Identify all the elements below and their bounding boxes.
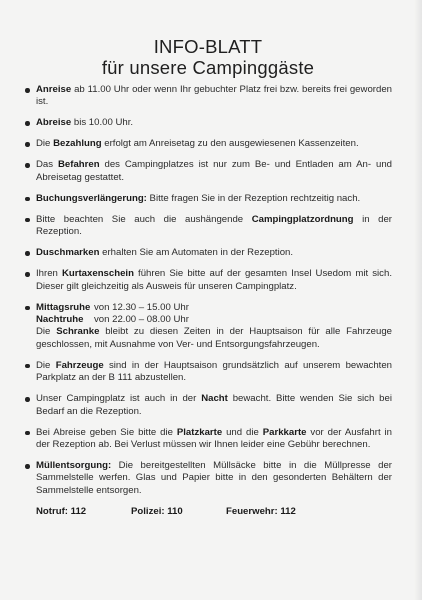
- payment-label: Bezahlung: [53, 138, 102, 150]
- list-item-night-watch: [24, 393, 392, 418]
- list-item-waste: [24, 460, 392, 497]
- emergency-numbers: [24, 506, 392, 517]
- list-item-spa-tax: [24, 268, 392, 293]
- rules-label: Campingplatzordnung: [251, 213, 354, 225]
- night-watch-text: bewacht. Bitte wenden Sie sich bei Bedarf an die Rezeption.: [36, 393, 392, 417]
- barrier-pre: Die: [36, 326, 57, 338]
- spa-text: führen Sie bitte auf der gesamten Insel Usedom mit sich. Dieser gilt gleichzeitig als Ausweis für unseren Campingplatz.: [36, 268, 392, 292]
- waste-text: Die bereitgestellten Müllsäcke bitte in die Müllpresse der Sammelstelle werfen. Glas und Papier bitte in den gesonderten Behältern der Sammelstelle entsorgen.: [36, 460, 392, 496]
- rules-text: in der Rezeption.: [36, 213, 392, 238]
- shower-label: Duschmarken: [36, 247, 100, 259]
- spa-pre: Ihren: [36, 268, 62, 280]
- page-edge-shadow: [414, 0, 422, 600]
- driving-label: Befahren: [57, 159, 100, 171]
- midday-rest-label: Mittagsruhe: [36, 301, 91, 313]
- night-rest-row: [36, 314, 392, 326]
- vehicles-label: Fahrzeuge: [55, 359, 104, 371]
- list-item-driving: [24, 159, 392, 184]
- spa-label: Kurtaxenschein: [61, 268, 134, 280]
- list-item-arrival: [24, 84, 392, 109]
- rules-pre: Bitte beachten Sie auch die aushängende: [36, 213, 252, 225]
- info-list: [24, 84, 392, 497]
- list-item-extension: [24, 193, 392, 205]
- waste-label: Müllentsorgung:: [36, 460, 112, 472]
- departure-text: bis 10.00 Uhr.: [71, 117, 134, 129]
- driving-text: des Campingplatzes ist nur zum Be- und Entladen am An- und Abreisetag gestattet.: [36, 159, 392, 183]
- night-watch-pre: Unser Campingplatz ist auch in der: [36, 393, 202, 405]
- midday-rest-row: [36, 302, 392, 314]
- night-rest-label: Nachtruhe: [36, 314, 84, 326]
- list-item-payment: [24, 138, 392, 150]
- midday-rest-time: von 12.30 – 15.00 Uhr: [94, 301, 189, 313]
- cards-pre: Bei Abreise geben Sie bitte die: [36, 426, 177, 438]
- barrier-label: Schranke: [56, 326, 100, 338]
- page-subtitle: für unsere Campinggäste: [101, 57, 315, 78]
- arrival-label: Anreise: [36, 84, 72, 95]
- page-title: INFO-BLATT: [153, 36, 263, 57]
- list-item-cards: [24, 427, 392, 452]
- list-item-quiet-hours: [24, 302, 392, 352]
- payment-pre: Die: [36, 138, 54, 150]
- list-item-departure: [24, 117, 392, 129]
- departure-label: Abreise: [36, 117, 72, 129]
- list-item-vehicles: [24, 360, 392, 385]
- vehicles-pre: Die: [36, 359, 56, 371]
- parking-card-label: Parkkarte: [262, 426, 307, 438]
- night-rest-time: von 22.00 – 08.00 Uhr: [94, 314, 189, 326]
- extension-text: Bitte fragen Sie in der Rezeption rechtzeitig nach.: [146, 192, 361, 204]
- emergency-call-number: Notruf: 112: [36, 505, 87, 517]
- vehicles-text: sind in der Hauptsaison grundsätzlich auf unserem bewachten Parkplatz an der B 111 abzustellen.: [36, 359, 392, 384]
- driving-pre: Das: [36, 159, 58, 171]
- cards-mid: und die: [222, 426, 263, 438]
- cards-text: vor der Ausfahrt in der Rezeption ab. Bei Verlust müssen wir Ihnen leider eine Gebühr berechnen.: [36, 426, 393, 451]
- night-watch-label: Nacht: [201, 393, 228, 405]
- fire-department-number: Feuerwehr: 112: [226, 505, 296, 517]
- arrival-text: ab 11.00 Uhr oder wenn Ihr gebuchter Platz frei bzw. bereits frei geworden ist.: [36, 84, 392, 108]
- payment-text: erfolgt am Anreisetag zu den ausgewiesenen Kassenzeiten.: [101, 138, 359, 150]
- list-item-rules: [24, 214, 392, 239]
- barrier-text: bleibt zu diesen Zeiten in der Hauptsaison für alle Fahrzeuge geschlossen, mit Ausnahme von Ver- und Entsorgungsfahrzeugen.: [36, 326, 393, 350]
- shower-text: erhalten Sie am Automaten in der Rezeption.: [99, 247, 294, 259]
- police-number: Polizei: 110: [131, 505, 183, 517]
- extension-label: Buchungsverlängerung:: [36, 192, 147, 204]
- site-card-label: Platzkarte: [176, 426, 223, 438]
- list-item-shower: [24, 247, 392, 259]
